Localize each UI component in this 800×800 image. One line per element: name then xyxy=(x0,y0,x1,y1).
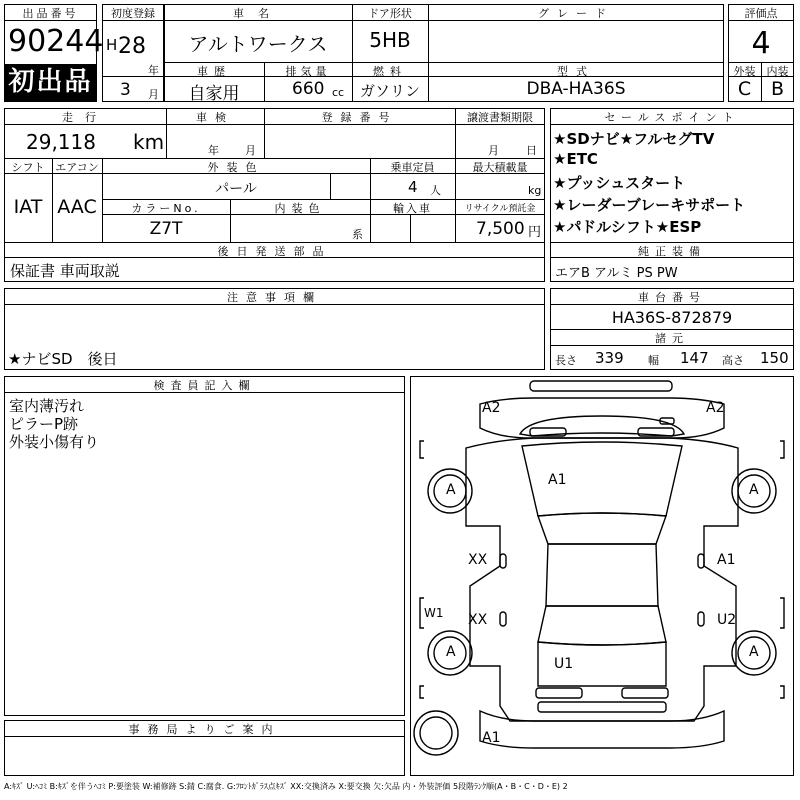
outer-color: パール xyxy=(215,181,257,197)
era: H xyxy=(106,36,118,54)
history: 自家用 xyxy=(188,84,240,104)
capacity-unit: 人 xyxy=(430,184,441,197)
inner-color-label: 内装色 xyxy=(274,202,326,215)
colorno: Z7T xyxy=(149,219,183,239)
notes-label: 注意事項欄 xyxy=(227,291,322,304)
width-label: 幅 xyxy=(648,354,659,367)
recycle: 7,500 xyxy=(476,219,525,239)
mark-u2-rear-right-door: U2 xyxy=(717,612,737,628)
fuel-label: 燃料 xyxy=(373,65,407,78)
lot-label: 出品番号 xyxy=(22,7,79,20)
import-label: 輸入車 xyxy=(393,202,432,215)
mark-a-front-right-wheel: A xyxy=(749,482,759,498)
mark-a-rear-right-wheel: A xyxy=(749,644,759,660)
deadline-day: 日 xyxy=(526,144,537,157)
deadline-month: 月 xyxy=(488,144,499,157)
chassis-label: 車台番号 xyxy=(638,291,706,304)
exterior-label: 外装 xyxy=(733,65,756,78)
lot-number: 90244 xyxy=(8,24,104,59)
mark-a-rear-left-wheel: A xyxy=(446,644,456,660)
interior-label: 内装 xyxy=(766,65,789,78)
model-label: 型式 xyxy=(557,65,595,78)
mark-u1-roof-rear: U1 xyxy=(554,656,574,672)
later-parts: 保証書 車両取説 xyxy=(10,262,120,280)
notes-text: ★ナビSD 後日 xyxy=(8,350,118,368)
height: 150 xyxy=(760,349,789,367)
colorno-label: カラーNo. xyxy=(131,202,201,215)
height-label: 高さ xyxy=(722,354,744,367)
mark-w1-left-pillar: W1 xyxy=(424,606,444,620)
capacity-label: 乗車定員 xyxy=(390,161,435,174)
length-label: 長さ xyxy=(555,354,577,367)
first-listing-badge: 初出品 xyxy=(5,64,96,101)
chassis-number: HA36S-872879 xyxy=(611,308,733,327)
mileage-unit: km xyxy=(133,130,165,154)
car-name: アルトワークス xyxy=(188,32,328,56)
mark-a2-left: A2 xyxy=(482,400,501,416)
mark-xx-rear-left-door: XX xyxy=(468,612,488,628)
displacement: 660 xyxy=(292,79,325,99)
score-label: 評価点 xyxy=(744,7,778,20)
year-unit: 年 xyxy=(148,64,159,77)
deadline-label: 譲渡書類期限 xyxy=(467,111,533,124)
displacement-unit: cc xyxy=(332,86,345,99)
mark-a1-rear-bumper: A1 xyxy=(482,730,501,746)
inspector-line-3: 外装小傷有り xyxy=(9,433,100,451)
door-label: ドア形状 xyxy=(368,7,412,20)
sales-line-2: ★ETC xyxy=(553,150,598,168)
later-label: 後日発送部品 xyxy=(217,245,332,258)
mark-xx-front-left-door: XX xyxy=(468,552,488,568)
recycle-label: リサイクル預託金 xyxy=(464,204,536,214)
interior-grade: B xyxy=(770,78,785,100)
outer-color-label: 外装色 xyxy=(207,161,265,174)
car-name-label: 車名 xyxy=(233,7,283,20)
month-num: 3 xyxy=(120,80,131,100)
shift: IAT xyxy=(13,196,43,218)
first-reg-label: 初度登録 xyxy=(111,7,155,20)
insp-month: 月 xyxy=(245,144,256,157)
mileage-label: 走行 xyxy=(62,111,108,124)
mark-a2-right: A2 xyxy=(706,400,725,416)
displacement-label: 排気量 xyxy=(285,65,331,78)
mark-a1-front-right-door: A1 xyxy=(717,552,736,568)
recycle-unit: 円 xyxy=(528,225,542,240)
inspector-line-1: 室内薄汚れ xyxy=(9,397,85,415)
load-label: 最大積載量 xyxy=(472,161,528,174)
inspection-label: 車検 xyxy=(196,111,234,124)
score: 4 xyxy=(751,26,771,61)
mileage: 29,118 xyxy=(26,130,96,154)
car-body-diagram xyxy=(410,376,794,776)
month-unit: 月 xyxy=(148,88,159,101)
mark-a1-hood: A1 xyxy=(548,472,567,488)
equip-label: 純正装備 xyxy=(638,245,706,258)
equip: エアB アルミ PS PW xyxy=(555,266,678,281)
fuel: ガソリン xyxy=(359,82,420,100)
model: DBA-HA36S xyxy=(526,79,626,99)
capacity: 4 xyxy=(408,178,418,196)
mark-a-front-left-wheel: A xyxy=(446,482,456,498)
inspector-label: 検査員記入欄 xyxy=(153,379,256,392)
sales-line-1: ★SDナビ★フルセグTV xyxy=(553,130,715,148)
year-num: 28 xyxy=(118,34,146,59)
load-unit: kg xyxy=(528,184,542,197)
grade-label: グレード xyxy=(538,7,614,20)
ac: AAC xyxy=(57,196,97,218)
dims-label: 諸元 xyxy=(655,332,689,345)
inner-color-unit: 系 xyxy=(352,228,363,241)
shift-label: シフト xyxy=(11,161,45,174)
sales-line-4: ★レーダーブレーキサポート xyxy=(553,196,746,214)
exterior-grade: C xyxy=(737,78,752,100)
office-label: 事務局よりご案内 xyxy=(128,723,281,736)
sales-line-3: ★プッシュスタート xyxy=(553,174,686,192)
regno-label: 登録番号 xyxy=(321,111,398,124)
ac-label: エアコン xyxy=(55,161,99,174)
sales-line-5: ★パドルシフト★ESP xyxy=(553,218,702,236)
length: 339 xyxy=(595,349,624,367)
door: 5HB xyxy=(369,28,411,52)
history-label: 車歴 xyxy=(197,65,231,78)
damage-legend: A:ｷｽﾞ U:ﾍｺﾐ B:ｷｽﾞを伴うﾍｺﾐ P:要塗装 W:補修跡 S:錆 C:腐食. G:ﾌﾛﾝﾄｶﾞﾗｽ点ｷｽﾞ XX:交換済み X:要交換 欠:欠品 内・外装評価 5段階ﾗﾝｸ順(A・B・C・D・E) 2 xyxy=(4,782,568,791)
insp-year: 年 xyxy=(208,144,219,157)
sales-label: セールスポイント xyxy=(604,111,740,124)
inspector-line-2: ピラーP跡 xyxy=(9,415,79,433)
width: 147 xyxy=(680,349,709,367)
